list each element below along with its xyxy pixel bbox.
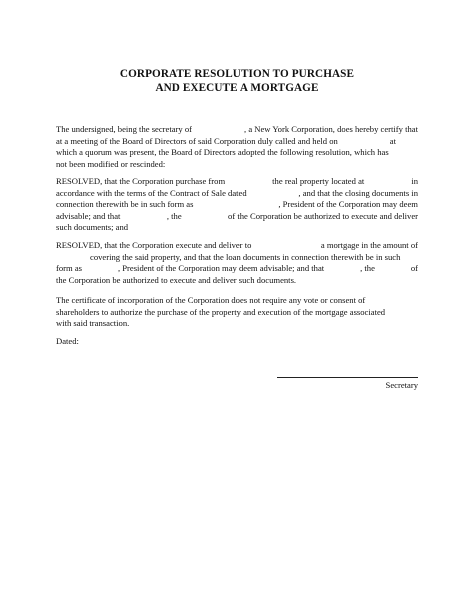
text-line <box>56 222 418 234</box>
text-line <box>56 295 418 307</box>
text-segment: , the <box>360 263 375 274</box>
text-line <box>56 252 418 264</box>
text-segment: form as <box>56 263 83 274</box>
text-line <box>56 147 418 159</box>
certificate-paragraph <box>56 295 418 330</box>
text-segment: , President of the Corporation may deem advisable; and that <box>117 263 325 274</box>
text-line <box>56 263 418 275</box>
text-segment: at a meeting of the Board of Directors of said Corporation duly called and held on <box>56 135 338 146</box>
text-segment: not been modified or rescinded: <box>56 158 166 169</box>
text-line <box>56 275 418 287</box>
text-line <box>56 136 418 148</box>
secretary-signature-label: Secretary <box>385 380 418 390</box>
text-segment: the Corporation be authorized to execute and deliver such documents. <box>56 274 297 285</box>
text-segment: , and that the closing documents in <box>298 187 418 198</box>
text-line <box>56 307 418 319</box>
certification-paragraph <box>56 124 418 170</box>
text-line <box>56 159 418 171</box>
text-segment: The certificate of incorporation of the Corporation does not require any vote or consent of <box>56 295 366 305</box>
resolved-purchase-paragraph <box>56 176 418 234</box>
text-segment: advisable; and that <box>56 210 121 221</box>
document-title-line-2: AND EXECUTE A MORTGAGE <box>155 82 319 94</box>
text-segment: RESOLVED, that the Corporation purchase from <box>56 176 226 186</box>
text-line <box>56 188 418 200</box>
text-segment: , President of the Corporation may deem <box>278 199 418 210</box>
dated-label: Dated: <box>56 336 79 346</box>
text-segment: which a quorum was present, the Board of Directors adopted the following resolution, which has <box>56 147 389 158</box>
text-line <box>56 176 418 188</box>
text-segment: of <box>410 263 418 274</box>
text-segment: , a New York Corporation, does hereby certify that <box>244 124 418 134</box>
text-segment: shareholders to authorize the purchase of the property and execution of the mortgage associated <box>56 306 386 317</box>
signature-line <box>277 377 418 378</box>
text-segment: such documents; and <box>56 222 129 233</box>
text-segment: RESOLVED, that the Corporation execute and deliver to <box>56 240 252 250</box>
text-line <box>56 124 418 136</box>
text-segment: with said transaction. <box>56 318 130 329</box>
text-segment: the real property located at <box>272 176 365 186</box>
resolved-mortgage-paragraph <box>56 240 418 286</box>
text-segment: a mortgage in the amount of <box>320 240 418 250</box>
text-line <box>56 318 418 330</box>
text-segment: at <box>389 135 396 146</box>
text-segment: connection therewith be in such form as <box>56 199 194 210</box>
text-segment: , the <box>166 210 182 221</box>
text-line <box>56 211 418 223</box>
text-line <box>56 240 418 252</box>
document-title-line-1: CORPORATE RESOLUTION TO PURCHASE <box>119 68 355 80</box>
text-line <box>56 199 418 211</box>
text-segment: accordance with the terms of the Contract of Sale dated <box>56 187 247 198</box>
text-segment: covering the said property, and that the loan documents in connection therewith be in such <box>90 251 401 262</box>
text-segment: in <box>411 176 418 186</box>
text-segment: The undersigned, being the secretary of <box>56 124 193 134</box>
text-segment: of the Corporation be authorized to execute and deliver <box>228 210 418 221</box>
